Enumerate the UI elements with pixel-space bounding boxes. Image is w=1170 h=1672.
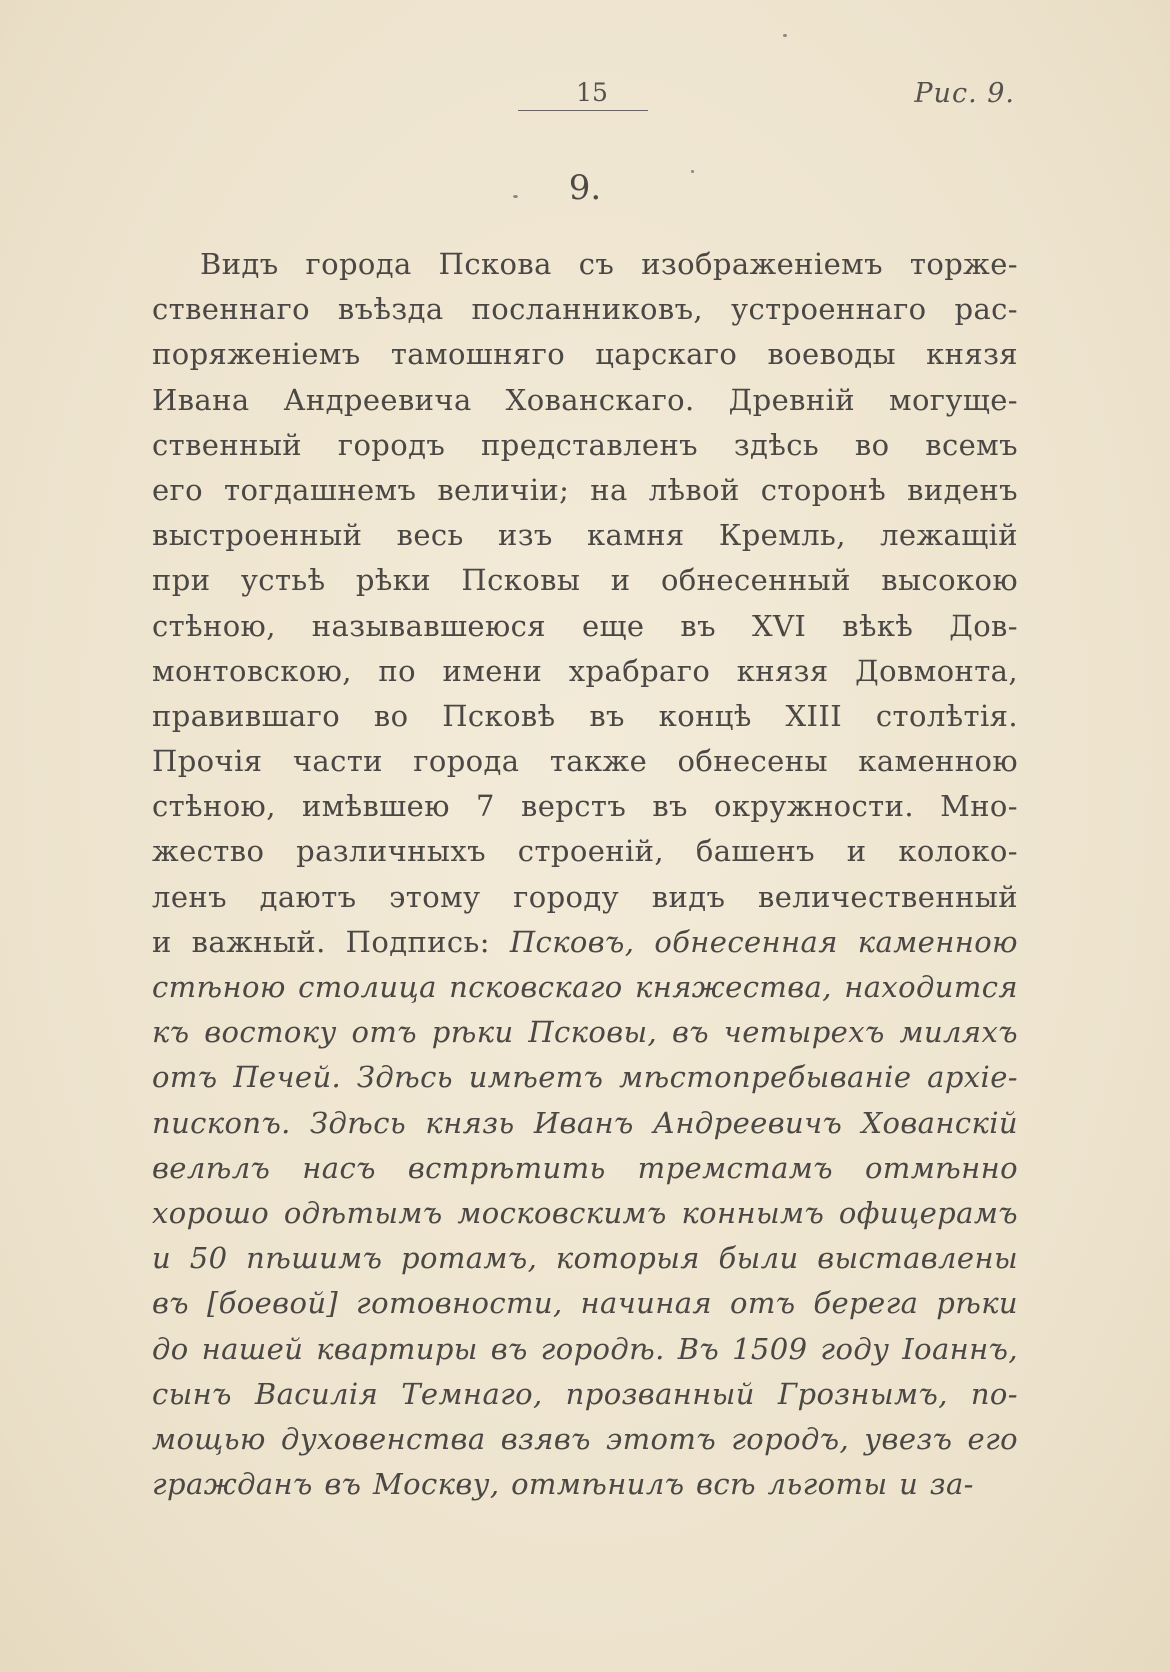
description-text: его тогдашнемъ величiи; на лѣвой сторонѣ виденъ [152, 472, 1018, 507]
caption-text: до нашей квартиры въ городѣ. Въ 1509 году Iоаннъ, [152, 1331, 1018, 1366]
caption-text: отъ Печей. Здѣсь имѣетъ мѣстопребыванiе архiе- [152, 1060, 1018, 1095]
description-text: жество различныхъ строенiй, башенъ и колоко- [152, 834, 1018, 869]
text-line [152, 468, 1018, 513]
text-line [152, 1146, 1018, 1191]
page-number: 15 [576, 78, 608, 107]
description-text: ственнаго въѣзда посланниковъ, устроеннаго рас- [152, 292, 1018, 327]
page-header [0, 78, 1170, 118]
text-line [152, 513, 1018, 558]
description-text: и важный. Подпись: [152, 924, 510, 959]
description-text: стѣною, имѣвшею 7 верстъ въ окружности. Мно- [152, 789, 1018, 824]
caption-text: Псковъ, обнесенная каменною [509, 924, 1018, 959]
description-text: ленъ даютъ этому городу видъ величественный [152, 879, 1018, 914]
description-text: Прочiя части города также обнесены каменною [152, 744, 1018, 779]
caption-text: сынъ Василiя Темнаго, прозванный Грознымъ, по- [152, 1376, 1018, 1411]
text-line [152, 1462, 1018, 1507]
description-text: Ивана Андреевича Хованскаго. Древнiй могуще- [152, 382, 1018, 417]
body-text [152, 242, 1018, 1507]
section-number: 9. [568, 168, 602, 208]
text-line [152, 287, 1018, 332]
caption-text: мощью духовенства взявъ этотъ городъ, увезъ его [152, 1421, 1018, 1456]
text-line [152, 604, 1018, 649]
text-line [152, 920, 1018, 965]
caption-text: въ [боевой] готовности, начиная отъ берега рѣки [152, 1286, 1018, 1321]
text-line [152, 423, 1018, 468]
text-line [152, 1372, 1018, 1417]
text-line [152, 558, 1018, 603]
caption-text: велѣлъ насъ встрѣтить тремстамъ отмѣнно [152, 1150, 1018, 1185]
text-line [152, 1055, 1018, 1100]
caption-text: къ востоку отъ рѣки Псковы, въ четырехъ миляхъ [152, 1015, 1018, 1050]
text-line [152, 1010, 1018, 1055]
text-line [152, 1101, 1018, 1146]
text-line [152, 242, 1018, 287]
description-text: выстроенный весь изъ камня Кремль, лежащiй [152, 518, 1018, 553]
description-text: при устьѣ рѣки Псковы и обнесенный высокою [152, 563, 1018, 598]
description-text: монтовскою, по имени храбраго князя Довмонта, [152, 653, 1018, 688]
text-line [152, 784, 1018, 829]
text-line [152, 1327, 1018, 1372]
caption-text: и 50 пѣшимъ ротамъ, которыя были выставлены [152, 1241, 1018, 1276]
description-text: стѣною, называвшеюся еще въ XVI вѣкѣ Дов- [152, 608, 1018, 643]
text-line [152, 378, 1018, 423]
description-text: Видъ города Пскова съ изображенiемъ торже- [200, 247, 1018, 281]
text-line [152, 739, 1018, 784]
header-rule [518, 110, 648, 111]
text-line [152, 1417, 1018, 1462]
text-line [152, 1236, 1018, 1281]
caption-text: хорошо одѣтымъ московскимъ коннымъ офицерамъ [152, 1195, 1018, 1230]
figure-label: Рис. 9. [914, 78, 1015, 109]
description-text: поряженiемъ тамошняго царскаго воеводы князя [152, 337, 1018, 372]
text-line [152, 875, 1018, 920]
caption-text: пископъ. Здѣсь князь Иванъ Андреевичъ Хованскiй [152, 1105, 1018, 1140]
text-line [152, 965, 1018, 1010]
ink-speck [783, 34, 787, 37]
caption-text: гражданъ въ Москву, отмѣнилъ всѣ льготы и за- [152, 1467, 974, 1502]
text-line [152, 332, 1018, 377]
caption-text: стѣною столица псковскаго княжества, находится [152, 970, 1018, 1004]
text-line [152, 649, 1018, 694]
text-line [152, 1281, 1018, 1326]
description-text: правившаго во Псковѣ въ концѣ XIII столѣтiя. [152, 698, 1018, 733]
text-line [152, 829, 1018, 874]
text-line [152, 694, 1018, 739]
description-text: ственный городъ представленъ здѣсь во всемъ [152, 427, 1018, 462]
text-line [152, 1191, 1018, 1236]
